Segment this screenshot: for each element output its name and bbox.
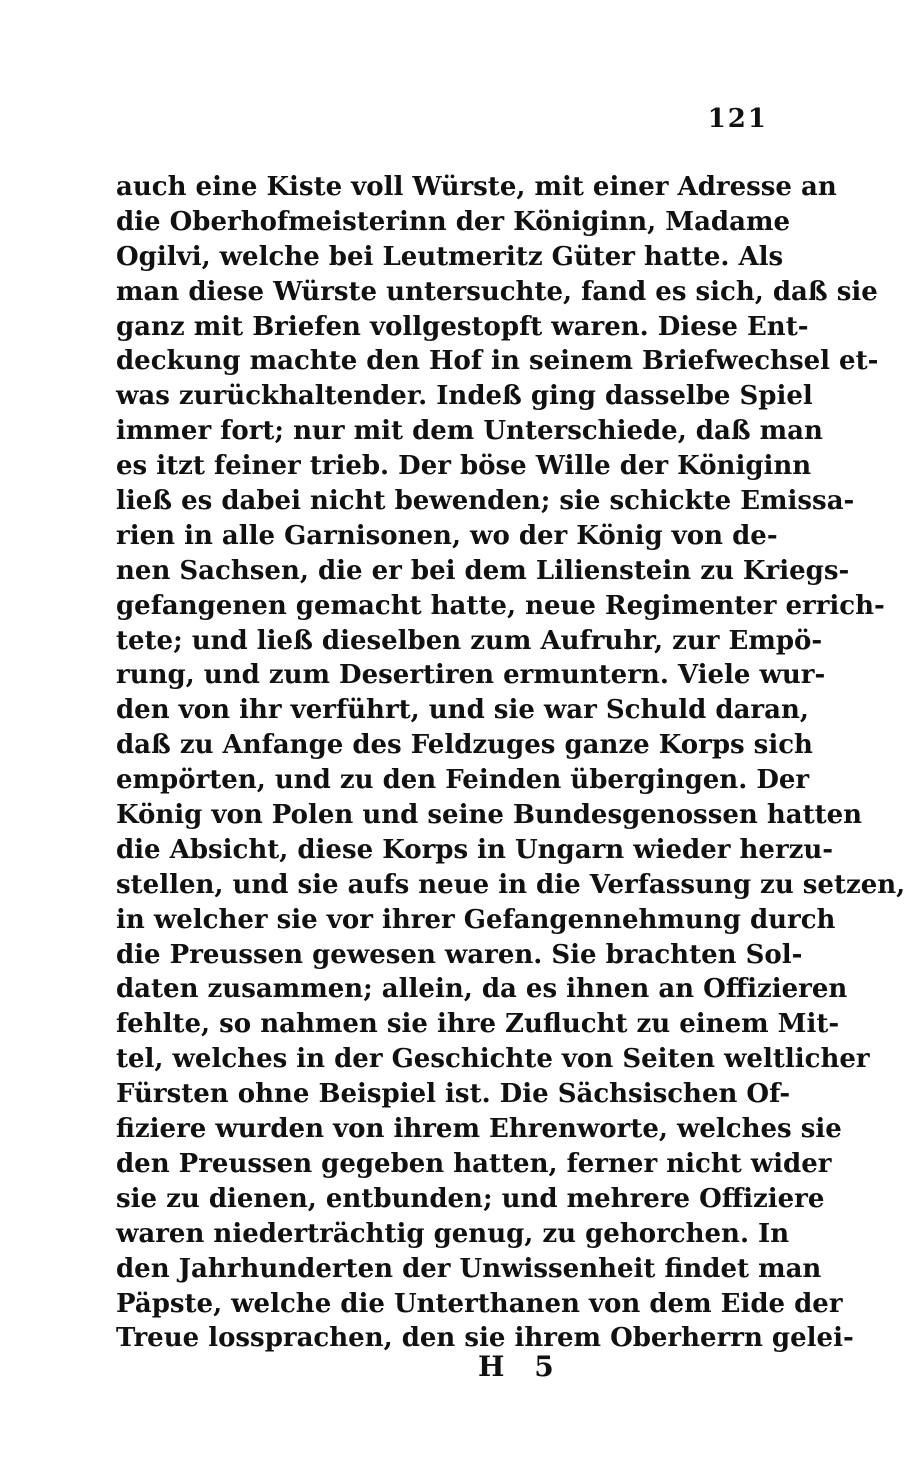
text-line: die Absicht, diese Korps in Ungarn wieder herzu- xyxy=(116,834,834,865)
text-line: Ogilvi, welche bei Leutmeritz Güter hatte. Als xyxy=(116,241,784,272)
text-line: deckung machte den Hof in seinem Briefwechsel et- xyxy=(116,346,879,377)
text-line: gefangenen gemacht hatte, neue Regimenter errich- xyxy=(116,590,885,621)
text-line: Treue lossprachen, den sie ihrem Oberherrn gelei- xyxy=(116,1323,854,1354)
text-line: rien in alle Garnisonen, wo der König von de- xyxy=(116,520,778,551)
text-line: es itzt feiner trieb. Der böse Wille der Königinn xyxy=(116,451,812,482)
text-line: was zurückhaltender. Indeß ging dasselbe Spiel xyxy=(116,381,813,412)
page-number: 121 xyxy=(707,104,768,134)
text-line: fehlte, so nahmen sie ihre Zuflucht zu einem Mit- xyxy=(116,1009,840,1040)
text-line: fiziere wurden von ihrem Ehrenworte, welches sie xyxy=(116,1114,842,1145)
text-line: tel, welches in der Geschichte von Seiten weltlicher xyxy=(116,1044,870,1075)
text-line: Fürsten ohne Beispiel ist. Die Sächsischen Of- xyxy=(116,1079,791,1110)
text-line: auch eine Kiste voll Würste, mit einer Adresse an xyxy=(116,172,837,202)
text-line: stellen, und sie aufs neue in die Verfassung zu setzen, xyxy=(116,869,905,900)
text-line: König von Polen und seine Bundesgenossen hatten xyxy=(116,800,863,831)
text-line: immer fort; nur mit dem Unterschiede, daß man xyxy=(116,416,823,447)
body-text xyxy=(116,170,905,1356)
text-line: Päpste, welche die Unterthanen von dem Eide der xyxy=(116,1288,843,1319)
text-line: empörten, und zu den Feinden übergingen. Der xyxy=(116,765,810,796)
text-line: nen Sachsen, die er bei dem Lilienstein zu Kriegs- xyxy=(116,555,850,586)
text-line: die Preussen gewesen waren. Sie brachten Sol- xyxy=(116,939,803,970)
text-line: den Preussen gegeben hatten, ferner nicht wider xyxy=(116,1148,832,1179)
text-line: daß zu Anfange des Feldzuges ganze Korps sich xyxy=(116,730,813,761)
text-line: daten zusammen; allein, da es ihnen an Offizieren xyxy=(116,974,848,1005)
signature-mark: H 5 xyxy=(478,1350,564,1383)
text-line: den von ihr verführt, und sie war Schuld daran, xyxy=(116,695,809,726)
text-line: waren niederträchtig genug, zu gehorchen. In xyxy=(116,1218,790,1249)
text-line: man diese Würste untersuchte, fand es sich, daß sie xyxy=(116,276,878,307)
text-line: den Jahrhunderten der Unwissenheit findet man xyxy=(116,1253,822,1284)
text-line: in welcher sie vor ihrer Gefangennehmung durch xyxy=(116,904,836,935)
text-line: die Oberhofmeisterinn der Königinn, Madame xyxy=(116,206,790,237)
text-line: rung, und zum Desertiren ermuntern. Viele wur- xyxy=(116,660,826,691)
text-line: ließ es dabei nicht bewenden; sie schickte Emissa- xyxy=(116,486,855,517)
text-line: sie zu dienen, entbunden; und mehrere Offiziere xyxy=(116,1183,825,1214)
text-line: ganz mit Briefen vollgestopft waren. Diese Ent- xyxy=(116,311,809,342)
text-line: tete; und ließ dieselben zum Aufruhr, zur Empö- xyxy=(116,625,823,656)
